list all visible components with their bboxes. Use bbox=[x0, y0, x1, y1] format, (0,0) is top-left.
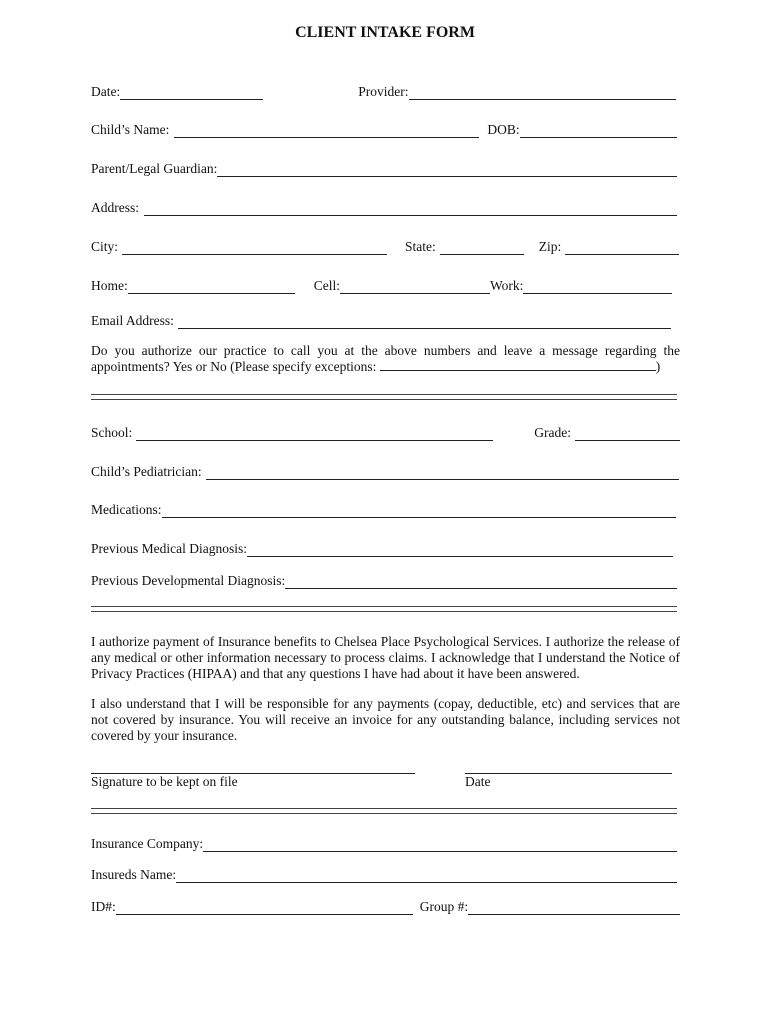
pediatrician-label: Child’s Pediatrician: bbox=[91, 464, 202, 479]
signature-date-label: Date bbox=[465, 774, 491, 789]
state-field[interactable] bbox=[440, 241, 524, 255]
cell-phone-field[interactable] bbox=[340, 280, 490, 294]
section-divider bbox=[91, 808, 677, 814]
pediatrician-row bbox=[91, 464, 680, 480]
prev-developmental-label: Previous Developmental Diagnosis: bbox=[91, 573, 286, 588]
prev-medical-label: Previous Medical Diagnosis: bbox=[91, 541, 247, 556]
form-title: CLIENT INTAKE FORM bbox=[295, 24, 475, 41]
parent-field[interactable] bbox=[217, 163, 677, 177]
insureds-name-label: Insureds Name: bbox=[91, 867, 177, 882]
childs-name-label: Child’s Name: bbox=[91, 122, 170, 137]
insurance-company-label: Insurance Company: bbox=[91, 836, 204, 851]
date-label: Date: bbox=[91, 84, 121, 99]
email-label: Email Address: bbox=[91, 313, 174, 328]
exceptions-field[interactable] bbox=[380, 359, 656, 371]
provider-field[interactable] bbox=[409, 86, 677, 100]
childs-name-field[interactable] bbox=[174, 124, 479, 138]
work-phone-field[interactable] bbox=[523, 280, 672, 294]
signature-label: Signature to be kept on file bbox=[91, 774, 238, 789]
city-label: City: bbox=[91, 239, 119, 254]
prev-developmental-field[interactable] bbox=[285, 575, 677, 589]
dob-label: DOB: bbox=[487, 122, 520, 137]
date-provider-row bbox=[91, 84, 680, 100]
parent-row bbox=[91, 161, 680, 177]
home-phone-field[interactable] bbox=[128, 280, 295, 294]
school-field[interactable] bbox=[136, 427, 493, 441]
id-label: ID#: bbox=[91, 899, 116, 914]
date-field[interactable] bbox=[120, 86, 263, 100]
email-field[interactable] bbox=[178, 315, 671, 329]
prev-medical-field[interactable] bbox=[247, 543, 673, 557]
prev-medical-row bbox=[91, 541, 680, 557]
medications-field[interactable] bbox=[162, 504, 677, 518]
medications-label: Medications: bbox=[91, 502, 162, 517]
insurance-company-row bbox=[91, 836, 680, 852]
authorize-call-text: Do you authorize our practice to call you at the above numbers and leave a message regarding the appointments? Yes or No (Please specify exceptions: bbox=[91, 343, 680, 374]
id-field[interactable] bbox=[116, 901, 413, 915]
group-label: Group #: bbox=[419, 899, 469, 914]
state-label: State: bbox=[405, 239, 436, 254]
cell-phone-label: Cell: bbox=[313, 278, 340, 293]
school-label: School: bbox=[91, 425, 133, 440]
home-phone-label: Home: bbox=[91, 278, 128, 293]
insurance-company-field[interactable] bbox=[203, 838, 677, 852]
address-field[interactable] bbox=[144, 202, 677, 216]
parent-label: Parent/Legal Guardian: bbox=[91, 161, 218, 176]
work-phone-label: Work: bbox=[490, 278, 524, 293]
zip-label: Zip: bbox=[538, 239, 562, 254]
child-name-row bbox=[91, 122, 680, 138]
insureds-name-field[interactable] bbox=[176, 869, 677, 883]
insurance-authorization-paragraph: I authorize payment of Insurance benefits to Chelsea Place Psychological Services. I authorize the release of any medical or other information necessary to process claims. I acknowledge that I understand the Notice of Privacy Practices (HIPAA) and that any questions I have had about it have been answered. bbox=[91, 634, 680, 681]
insureds-name-row bbox=[91, 867, 680, 883]
city-field[interactable] bbox=[122, 241, 387, 255]
id-group-row bbox=[91, 899, 680, 915]
group-field[interactable] bbox=[468, 901, 680, 915]
grade-label: Grade: bbox=[534, 425, 571, 440]
medications-row bbox=[91, 502, 680, 518]
address-row bbox=[91, 200, 680, 216]
city-state-zip-row bbox=[91, 239, 680, 255]
school-row bbox=[91, 425, 680, 441]
pediatrician-field[interactable] bbox=[206, 466, 679, 480]
address-label: Address: bbox=[91, 200, 139, 215]
zip-field[interactable] bbox=[565, 241, 679, 255]
prev-developmental-row bbox=[91, 573, 680, 589]
email-row bbox=[91, 313, 680, 329]
section-divider bbox=[91, 394, 677, 400]
section-divider bbox=[91, 606, 677, 612]
grade-field[interactable] bbox=[575, 427, 680, 441]
phone-row bbox=[91, 278, 680, 294]
signature-date-field[interactable] bbox=[465, 772, 672, 774]
payment-responsibility-paragraph: I also understand that I will be responsible for any payments (copay, deductible, etc) and services that are not covered by insurance. You will receive an invoice for any outstanding balance, including services not covered by your insurance. bbox=[91, 696, 680, 743]
provider-label: Provider: bbox=[358, 84, 409, 99]
authorize-call-question bbox=[91, 343, 680, 375]
dob-field[interactable] bbox=[520, 124, 677, 138]
authorize-call-close: ) bbox=[655, 359, 661, 374]
